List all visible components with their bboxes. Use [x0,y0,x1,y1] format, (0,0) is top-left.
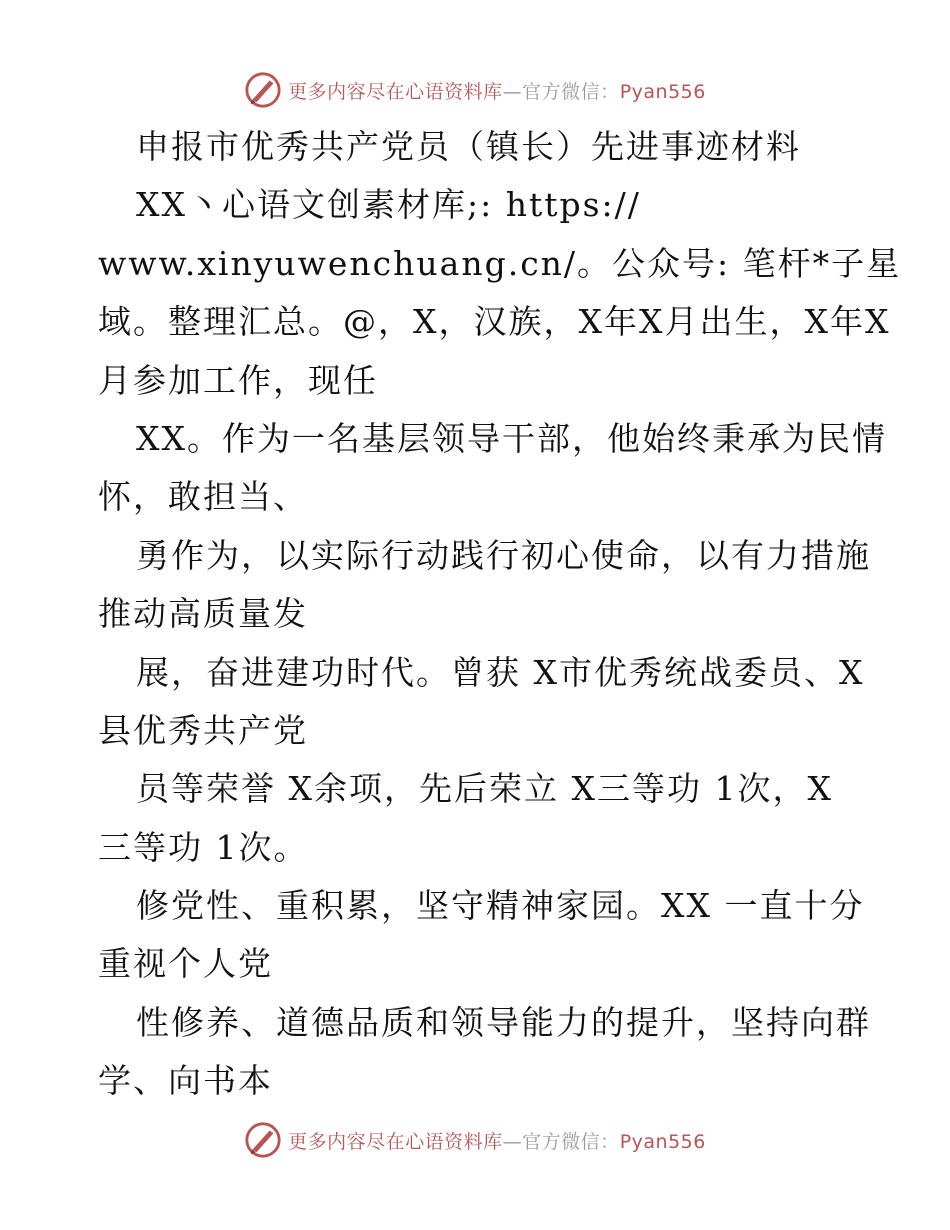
banner-wechat-id: Pyan556 [619,1130,706,1153]
text-line: www.xinyuwenchuang.cn/。公众号: 笔杆*子星 [98,243,902,283]
header-watermark-banner [0,68,950,112]
banner-brand: 更多内容尽在心语资料库 [288,80,503,103]
text-line: 修党性、重积累，坚守精神家园。XX 一直十分 [136,886,865,926]
document-body [98,118,902,1111]
banner-dash: — [502,1130,523,1153]
text-line: 学、向书本 [98,1061,273,1101]
text-line: XX。作为一名基层领导干部，他始终秉承为民情 [136,418,887,458]
banner-brand: 更多内容尽在心语资料库 [288,1130,503,1153]
text-line: 重视个人党 [98,944,273,984]
footer-watermark-banner [0,1118,950,1162]
banner-text [288,77,706,104]
pen-logo-icon [244,1121,282,1159]
text-line: 勇作为，以实际行动践行初心使命，以有力措施 [136,535,871,575]
text-line: 县优秀共产党 [98,710,308,750]
text-line: 怀，敢担当、 [98,477,308,517]
banner-wechat-label: 官方微信： [522,1130,620,1153]
banner-wechat-label: 官方微信： [522,80,620,103]
text-line: 员等荣誉 X余项，先后荣立 X三等功 1次，X [136,769,833,809]
banner-dash: — [502,80,523,103]
text-line: 申报市优秀共产党员（镇长）先进事迹材料 [136,127,801,166]
banner-wechat-id: Pyan556 [619,80,706,103]
text-line: 展，奋进建功时代。曾获 X市优秀统战委员、X [136,652,865,692]
text-line: 三等功 1次。 [98,827,309,867]
text-line: 性修养、道德品质和领导能力的提升，坚持向群 [136,1002,871,1042]
text-line: 推动高质量发 [98,594,308,634]
text-line: 域。整理汇总。@，X，汉族，X年X月出生，X年X [98,302,891,342]
banner-text [288,1127,706,1154]
pen-logo-icon [244,71,282,109]
text-line: XX丶心语文创素材库;: https:// [136,185,641,225]
text-line: 月参加工作，现任 [98,360,378,400]
